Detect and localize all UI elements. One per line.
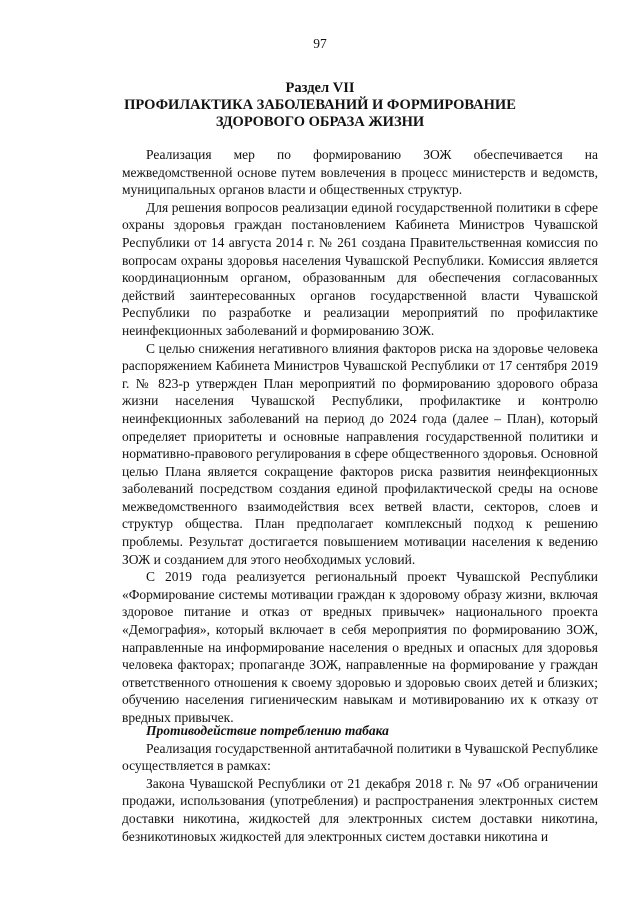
section-label: Раздел VII	[285, 80, 355, 96]
subsection-paragraph-2: Закона Чувашской Республики от 21 декабря 2018 г. № 97 «Об ограничении продажи, использования (употребления) и распространения электронных систем доставки никотина, жидкостей для электронных систем доставки никотина, безникотиновых жидкостей для электронных систем доставки никотина и	[122, 775, 598, 844]
paragraph-4: С 2019 года реализуется региональный проект Чувашской Республики «Формирование системы мотивации граждан к здоровому образу жизни, включая здоровое питание и отказ от вредных привычек» национального проекта «Демография», который включает в себя мероприятия по формированию ЗОЖ, направленные на информирование населения о вредных и опасных для здоровья человека факторах; пропаганде ЗОЖ, направленные на формирование у граждан ответственного отношения к своему здоровью и здоровью своих детей и близких; обучению населения гигиеническим навыкам и мотивированию их к отказу от вредных привычек.	[122, 569, 598, 725]
section-heading	[0, 80, 640, 131]
subsection-title: Противодействие потреблению табака	[146, 723, 389, 738]
tobacco-subsection	[122, 722, 598, 845]
paragraph-2: Для решения вопросов реализации единой государственной политики в сфере охраны здоровья граждан постановлением Кабинета Министров Чувашской Республики от 14 августа 2014 г. № 261 создана Правительственная комиссия по вопросам охраны здоровья населения Чувашской Республики. Комиссия является координационным органом, образованным для обеспечения согласованных действий заинтересованных органов государственной власти Чувашской Республики по разработке и реализации мероприятий по профилактике неинфекционных заболеваний и формированию ЗОЖ.	[122, 199, 598, 338]
section-title-line-2: ЗДОРОВОГО ОБРАЗА ЖИЗНИ	[215, 114, 425, 130]
section-title-line-1: ПРОФИЛАКТИКА ЗАБОЛЕВАНИЙ И ФОРМИРОВАНИЕ	[124, 97, 516, 113]
main-body	[122, 146, 598, 727]
subsection-paragraph-1: Реализация государственной антитабачной политики в Чувашской Республике осуществляется в рамках:	[122, 740, 598, 774]
paragraph-1: Реализация мер по формированию ЗОЖ обеспечивается на межведомственной основе путем вовлечения в процесс министерств и ведомств, муниципальных органов власти и общественных структур.	[122, 147, 598, 198]
page-number: 97	[313, 36, 327, 51]
paragraph-3: С целью снижения негативного влияния факторов риска на здоровье человека распоряжением Кабинета Министров Чувашской Республики от 17 сентября 2019 г. № 823-р утвержден План мероприятий по формированию здорового образа жизни населения Чувашской Республики, профилактике и контролю неинфекционных заболеваний на период до 2024 года (далее – План), который определяет приоритеты и основные направления государственной политики и нормативно-правового регулирования в сфере общественного здоровья. Основной целью Плана является сокращение факторов риска развития неинфекционных заболеваний посредством создания единой профилактической среды на основе межведомственного взаимодействия всех ветвей власти, секторов, слоев и структур общества. План предполагает комплексный подход к решению проблемы. Результат достигается повышением мотивации населения к ведению ЗОЖ и созданием для этого необходимых условий.	[122, 340, 598, 567]
